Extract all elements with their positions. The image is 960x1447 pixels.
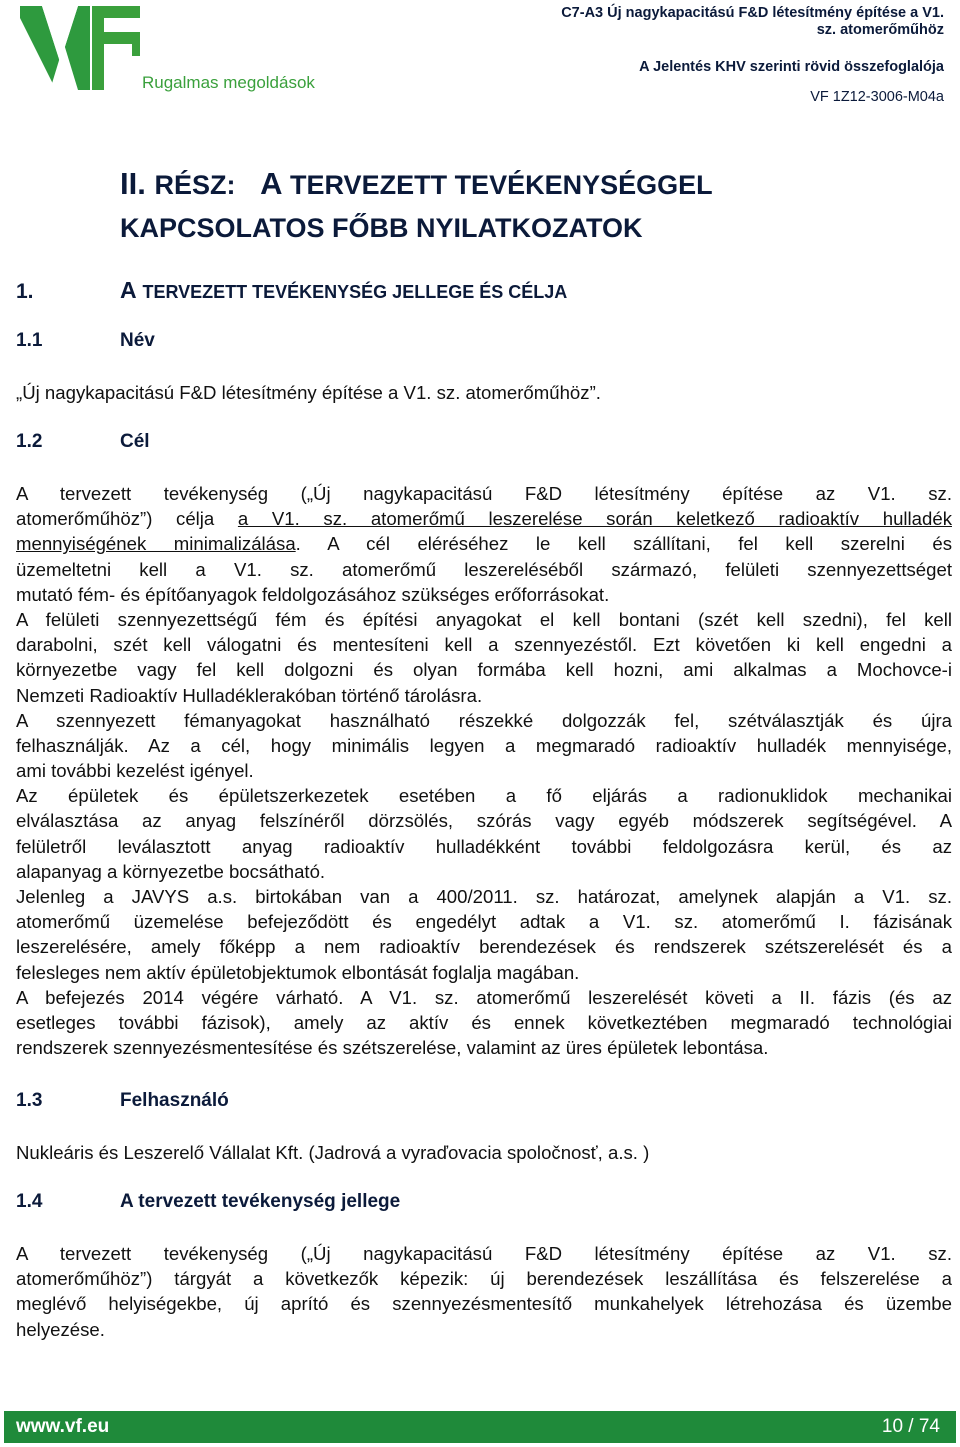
document-code: VF 1Z12-3006-M04a bbox=[810, 89, 944, 105]
section-1-1-text bbox=[16, 380, 952, 405]
paragraph-line: Az épületek és épületszerkezetek esetében a fő eljárás a radionuklidok mechanikai bbox=[16, 785, 952, 807]
paragraph-line: ami további kezelést igényel. bbox=[16, 760, 254, 782]
paragraph-line bbox=[16, 506, 952, 531]
paragraph-line: meglévő helyiségekbe, új aprító és szennyezésmentesítő munkahelyek létrehozása és üzembe bbox=[16, 1293, 952, 1315]
underlined-text: mennyiségének minimalizálása bbox=[16, 533, 296, 555]
paragraph-line: A tervezett tevékenység („Új nagykapacitású F&D létesítmény építése az V1. sz. bbox=[16, 483, 952, 504]
section-1-1-heading bbox=[16, 330, 155, 352]
part-title-line2: KAPCSOLATOS FŐBB NYILATKOZATOK bbox=[120, 213, 643, 243]
paragraph-line: felületről leválasztott anyag radioaktív hulladékként további feldolgozásra kerül, és az bbox=[16, 835, 952, 857]
section-title-initial: A bbox=[120, 277, 137, 303]
paragraph-line: A tervezett tevékenység („Új nagykapacitású F&D létesítmény építése az V1. sz. bbox=[16, 1243, 952, 1264]
section-1-2-heading bbox=[16, 431, 150, 453]
section-number: 1. bbox=[16, 280, 34, 303]
document-subtitle: A Jelentés KHV szerinti rövid összefoglalója bbox=[639, 59, 944, 75]
underlined-text: a V1. sz. atomerőmű leszerelése során keletkező radioaktív hulladék bbox=[237, 508, 952, 530]
paragraph-line bbox=[16, 531, 952, 556]
section-title-rest: TERVEZETT TEVÉKENYSÉG JELLEGE ÉS CÉLJA bbox=[142, 282, 568, 302]
paragraph-line: darabolni, szét kell válogatni és mentesíteni kell a szennyezéstől. Ezt követően ki kell engedni a bbox=[16, 634, 952, 656]
subsection-number: 1.3 bbox=[16, 1090, 43, 1111]
subsection-number: 1.2 bbox=[16, 431, 43, 452]
paragraph-line: Nemzeti Radioaktív Hulladéklerakóban történő tárolásra. bbox=[16, 684, 483, 706]
paragraph-line: környezetbe vagy fel kell dolgozni és olyan formába kell hozni, ami alkalmas a Mochovce-i bbox=[16, 659, 952, 681]
vf-logo bbox=[20, 4, 142, 94]
text-run: . A cél eléréséhez le kell szállítani, fel kell szerelni és bbox=[295, 533, 952, 555]
paragraph-line: alapanyag a környezetbe bocsátható. bbox=[16, 860, 326, 882]
subsection-number: 1.4 bbox=[16, 1191, 43, 1212]
paragraph-line: atomerőmű üzemelése befejeződött és engedélyt adtak a V1. sz. atomerőmű I. fázisának bbox=[16, 911, 952, 933]
part-title-initial: A bbox=[260, 166, 282, 201]
text-run: atomerőműhöz”) célja bbox=[16, 508, 215, 530]
paragraph-line: A felületi szennyezettségű fém és építési anyagokat el kell bontani (szét kell szedni), fel kell bbox=[16, 608, 952, 630]
paragraph-line: Jelenleg a JAVYS a.s. birtokában van a 400/2011. sz. határozat, amelynek alapján a V1. sz. bbox=[16, 886, 952, 907]
document-title-continued: sz. atomerőműhöz bbox=[816, 22, 944, 38]
paragraph-line: rendszerek szennyezésmentesítése és szétszerelése, valamint az üres épületek lebontása. bbox=[16, 1037, 769, 1059]
part-title-rest: TERVEZETT TEVÉKENYSÉGGEL bbox=[290, 170, 713, 200]
section-1-4-text bbox=[16, 1241, 952, 1342]
page-header bbox=[0, 0, 960, 118]
section-1-4-heading bbox=[16, 1191, 400, 1213]
paragraph-line: Nukleáris és Leszerelő Vállalat Kft. (Jadrová a vyraďovacia spoločnosť, a.s. ) bbox=[16, 1142, 650, 1163]
page-number: 10 / 74 bbox=[881, 1416, 940, 1437]
paragraph-line: esetleges további fázisok), amely az aktív és ennek következtében megmaradó technológiai bbox=[16, 1011, 952, 1033]
paragraph-line: „Új nagykapacitású F&D létesítmény építése a V1. sz. atomerőműhöz”. bbox=[16, 382, 601, 403]
paragraph-line: helyezése. bbox=[16, 1318, 105, 1340]
document-title: C7-A3 Új nagykapacitású F&D létesítmény építése a V1. bbox=[561, 5, 944, 21]
paragraph-line: mutató fém- és építőanyagok feldolgozásához szükséges erőforrásokat. bbox=[16, 583, 610, 605]
part-label: RÉSZ: bbox=[154, 170, 236, 200]
paragraph-line: A szennyezett fémanyagokat használható részekké dolgozzák fel, szétválasztják és újra bbox=[16, 709, 952, 731]
paragraph-line: leszerelésére, amely főképp a nem radioaktív berendezések és rendszerek szétszerelését és a bbox=[16, 936, 952, 958]
part-title bbox=[120, 162, 713, 250]
section-1-3-heading bbox=[16, 1090, 229, 1112]
page-footer bbox=[4, 1411, 956, 1443]
section-1-heading bbox=[16, 277, 567, 304]
subsection-title: A tervezett tevékenység jellege bbox=[120, 1191, 401, 1212]
subsection-title: Név bbox=[120, 330, 155, 351]
paragraph-line: üzemeltetni kell a V1. sz. atomerőmű leszereléséből származó, felületi szennyezettséget bbox=[16, 558, 952, 580]
paragraph-line: felhasználják. Az a cél, hogy minimális legyen a megmaradó radioaktív hulladék mennyisége, bbox=[16, 734, 952, 756]
footer-url-link[interactable]: www.vf.eu bbox=[16, 1416, 110, 1437]
subsection-title: Felhasználó bbox=[120, 1090, 229, 1111]
company-tagline: Rugalmas megoldások bbox=[142, 73, 315, 92]
section-1-3-text bbox=[16, 1140, 952, 1165]
paragraph-line: felesleges nem aktív épületobjektumok elbontását foglalja magában. bbox=[16, 961, 580, 983]
section-1-2-text bbox=[16, 481, 952, 1060]
subsection-title: Cél bbox=[120, 431, 150, 452]
paragraph-line: elválasztása az anyag felszínéről dörzsölés, szórás vagy egyéb módszerek segítségével. A bbox=[16, 810, 952, 832]
paragraph-line: A befejezés 2014 végére várható. A V1. sz. atomerőmű leszerelését követi a II. fázis (és az bbox=[16, 986, 952, 1008]
subsection-number: 1.1 bbox=[16, 330, 43, 351]
part-roman: II. bbox=[120, 166, 146, 201]
paragraph-line: atomerőműhöz”) tárgyát a következők képezik: új berendezések leszállítása és felszerelése a bbox=[16, 1268, 952, 1290]
